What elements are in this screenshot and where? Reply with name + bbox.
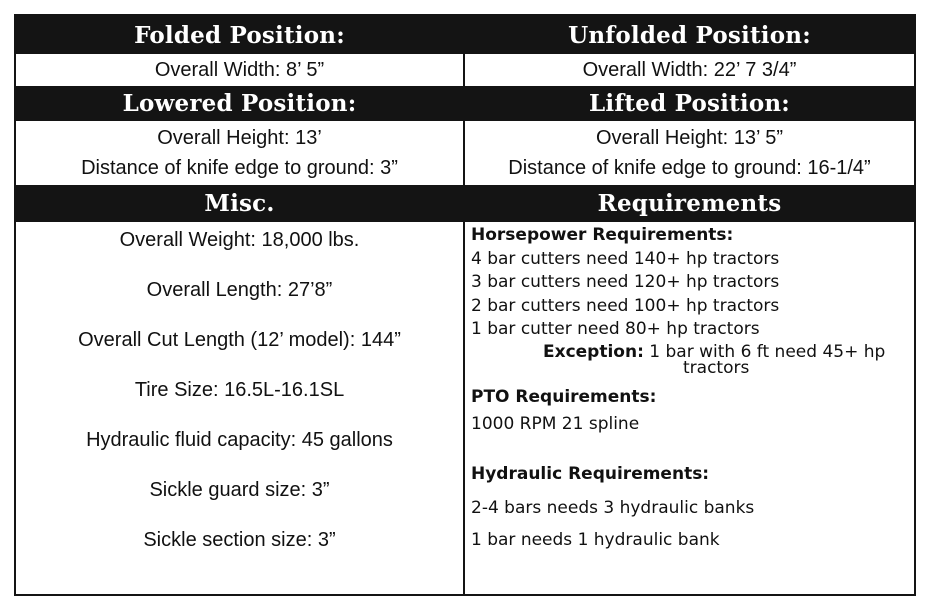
lowered-overall-height: Overall Height: 13’ (157, 127, 322, 149)
lifted-knife-edge-distance: Distance of knife edge to ground: 16-1/4” (508, 157, 871, 179)
misc-hydraulic-fluid-capacity: Hydraulic fluid capacity: 45 gallons (86, 429, 393, 451)
folded-overall-width-text: Overall Width: 8’ 5” (154, 58, 325, 81)
requirements-header: Requirements (465, 185, 914, 222)
misc-overall-cut-length: Overall Cut Length (12’ model): 144” (78, 329, 401, 351)
hydraulic-requirement-line: 1 bar needs 1 hydraulic bank (471, 529, 720, 550)
requirements-details (465, 222, 914, 594)
unfolded-overall-width-text: Overall Width: 22’ 7 3/4” (582, 58, 797, 81)
lifted-position-details (465, 121, 914, 185)
hydraulic-requirements-heading: Hydraulic Requirements: (471, 463, 710, 484)
misc-details (16, 222, 465, 594)
lowered-knife-edge-distance: Distance of knife edge to ground: 3” (81, 157, 398, 179)
exception-text: 1 bar with 6 ft need 45+ hp (643, 341, 886, 362)
horsepower-line: 3 bar cutters need 120+ hp tractors (471, 272, 780, 292)
lifted-position-header: Lifted Position: (465, 86, 914, 121)
misc-header: Misc. (16, 185, 465, 222)
horsepower-line: 4 bar cutters need 140+ hp tractors (471, 248, 780, 269)
hydraulic-requirement-line: 2-4 bars needs 3 hydraulic banks (471, 497, 755, 518)
horsepower-line: 1 bar cutter need 80+ hp tractors (471, 319, 760, 339)
misc-overall-weight: Overall Weight: 18,000 lbs. (119, 229, 360, 251)
misc-overall-length: Overall Length: 27’8” (146, 279, 333, 301)
exception-continuation: tractors (683, 357, 750, 378)
misc-sickle-guard-size: Sickle guard size: 3” (149, 479, 330, 501)
horsepower-line: 2 bar cutters need 100+ hp tractors (471, 295, 780, 316)
folded-position-header: Folded Position: (16, 16, 465, 54)
lifted-overall-height: Overall Height: 13’ 5” (595, 127, 784, 149)
unfolded-overall-width (465, 54, 914, 86)
horsepower-requirements-heading: Horsepower Requirements: (471, 225, 734, 245)
unfolded-position-header: Unfolded Position: (465, 16, 914, 54)
exception-label: Exception: (543, 341, 644, 362)
pto-requirements-value: 1000 RPM 21 spline (471, 413, 640, 434)
pto-requirements-heading: PTO Requirements: (471, 386, 657, 407)
lowered-position-header: Lowered Position: (16, 86, 465, 121)
misc-tire-size: Tire Size: 16.5L-16.1SL (134, 379, 345, 401)
spec-table (14, 14, 916, 596)
folded-overall-width (16, 54, 465, 86)
misc-sickle-section-size: Sickle section size: 3” (143, 529, 336, 551)
lowered-position-details (16, 121, 465, 185)
